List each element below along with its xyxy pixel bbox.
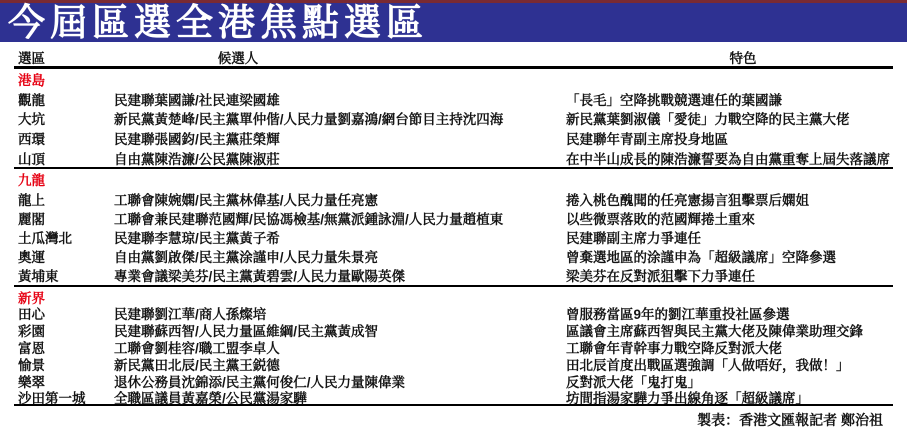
candidates-cell: 自由黨劉啟傑/民主黨涂謹申/人民力量朱景亮 [114,250,379,266]
district-cell: 田心 [18,307,45,323]
candidates-cell: 工聯會兼民建聯范國輝/民協馮檢基/無黨派鍾詠淵/人民力量趙植東 [114,211,504,227]
column-header-feature: 特色 [729,51,757,66]
section-kowloon [14,169,893,284]
region-label: 港島 [18,73,45,88]
feature-cell: 民建聯副主席力爭連任 [566,231,701,246]
district-cell: 西環 [18,132,45,148]
section-new-territories [14,287,893,405]
table-row [14,227,893,246]
table-row [14,303,893,323]
table-row [14,148,893,168]
section-header-row [14,69,893,89]
feature-cell: 坊間指湯家驊力爭出線角逐「超級議席」 [566,391,809,407]
table-row [14,108,893,128]
feature-cell: 捲入桃色醜聞的任亮憲揚言狙擊票后嫻姐 [566,192,809,208]
district-cell: 龍上 [18,192,45,208]
table-row [14,189,893,208]
feature-cell: 以些微票落敗的范國輝捲土重來 [566,211,755,227]
table-row [14,320,893,340]
candidates-cell: 全職區議員黃嘉榮/公民黨湯家驊 [114,391,307,407]
candidates-cell: 民建聯張國鈞/民主黨莊榮輝 [114,132,280,148]
region-label: 九龍 [18,173,45,189]
candidates-cell: 新民黨田北辰/民主黨王鋭德 [114,357,280,373]
column-header-district: 選區 [18,51,45,66]
district-cell: 黃埔東 [18,269,59,285]
candidates-cell: 自由黨陳浩濂/公民黨陳淑莊 [114,151,280,167]
table-row [14,337,893,354]
table-row [14,246,893,265]
feature-cell: 民建聯年青副主席投身地區 [566,132,728,148]
district-cell: 奧運 [18,250,45,266]
feature-cell: 「長毛」空降挑戰競選連任的葉國謙 [566,92,782,108]
table-row [14,128,893,148]
feature-cell: 曾棄選地區的涂謹申為「超級議席」空降參選 [566,250,836,266]
candidates-cell: 工聯會陳婉嫻/民主黨林偉基/人民力量任亮憲 [114,192,379,208]
feature-cell: 田北辰首度出戰區選強調「人做唔好，我做！」 [566,357,850,373]
district-cell: 大坑 [18,112,45,128]
feature-cell: 區議會主席蘇西智與民主黨大佬及陳偉業助理交鋒 [566,324,863,340]
district-cell: 沙田第一城 [18,391,86,407]
table-header-row [14,45,893,66]
table-row [14,89,893,109]
candidates-cell: 工聯會劉桂容/職工盟李卓人 [114,340,280,356]
feature-cell: 新民黨葉劉淑儀「愛徒」力戰空降的民主黨大佬 [566,112,850,128]
table-row [14,208,893,227]
feature-cell: 工聯會年青幹事力戰空降反對派大佬 [566,340,782,356]
section-hong-kong-island [14,69,893,167]
candidates-cell: 民建聯蘇西智/人民力量區維綱/民主黨黃成智 [114,324,379,340]
focus-constituency-table [0,45,907,430]
table-row [14,371,893,388]
feature-cell: 曾服務當區9年的劉江華重投社區參選 [566,307,790,323]
candidates-cell: 新民黨黃楚峰/民主黨單仲偕/人民力量劉嘉鴻/網台節目主持沈四海 [114,112,504,128]
feature-cell: 梁美芬在反對派狙擊下力爭連任 [566,269,755,285]
region-label: 新界 [18,290,45,306]
district-cell: 土瓜灣北 [18,231,72,246]
candidates-cell: 民建聯劉江華/商人孫燦培 [114,307,267,323]
district-cell: 麗閣 [18,211,45,227]
table-row [14,265,893,284]
section-header-row [14,287,893,304]
section-header-row [14,169,893,188]
table-row [14,354,893,371]
district-cell: 山頂 [18,151,45,167]
table-row [14,387,893,407]
title-banner [0,3,907,42]
district-cell: 觀龍 [18,92,45,108]
district-cell: 富恩 [18,340,45,356]
candidates-cell: 民建聯葉國謙/社民連梁國雄 [114,92,280,108]
candidates-cell: 專業會議梁美芬/民主黨黃碧雲/人民力量歐陽英傑 [114,269,406,285]
column-header-candidates: 候選人 [217,51,259,66]
page-title: 今屆區選全港焦點選區 [8,2,428,43]
feature-cell: 反對派大佬「鬼打鬼」 [566,374,701,390]
credit-line: 製表：香港文匯報記者 鄭治祖 [697,412,883,429]
district-cell: 彩園 [18,324,45,340]
candidates-cell: 退休公務員沈錦添/民主黨何俊仁/人民力量陳偉業 [114,374,406,390]
district-cell: 愉景 [18,357,45,373]
candidates-cell: 民建聯李慧琼/民主黨黃子希 [114,231,280,246]
feature-cell: 在中半山成長的陳浩濂誓要為自由黨重奪上屆失落議席 [566,151,890,167]
district-cell: 樂翠 [18,374,45,390]
